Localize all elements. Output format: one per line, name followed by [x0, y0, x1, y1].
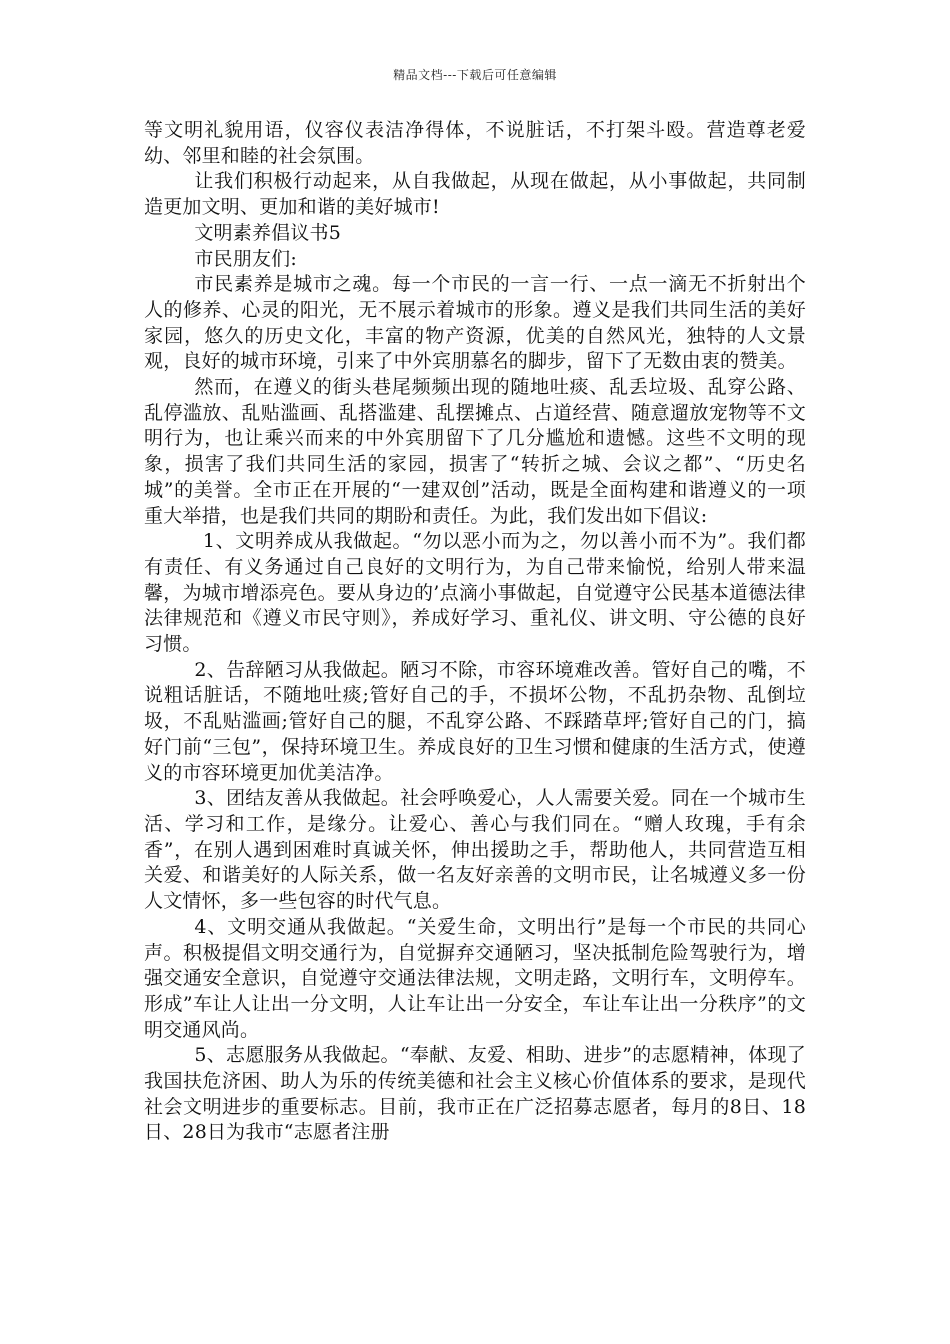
paragraph: 等文明礼貌用语，仪容仪表洁净得体，不说脏话，不打架斗殴。营造尊老爱幼、邻里和睦的社会氛围。: [144, 119, 806, 167]
list-item: 4、文明交通从我做起。“关爱生命，文明出行”是每一个市民的共同心声。积极提倡文明交通行为，自觉摒弃交通陋习，坚决抵制危险驾驶行为，增强交通安全意识，自觉遵守交通法律法规，文明走路，文明行车，文明停车。形成”车让人让出一分文明，人让车让出一分安全，车让车让出一分秩序”的文明交通风尚。: [144, 915, 806, 1041]
paragraph: 让我们积极行动起来，从自我做起，从现在做起，从小事做起，共同制造更加文明、更加和谐的美好城市!: [144, 170, 806, 219]
paragraph: 然而，在遵义的街头巷尾频频出现的随地吐痰、乱丢垃圾、乱穿公路、乱停滥放、乱贴滥画、乱搭滥建、乱摆摊点、占道经营、随意遛放宠物等不文明行为，也让乘兴而来的中外宾朋留下了几分尴尬和遗憾。这些不文明的现象，损害了我们共同生活的家园，损害了“转折之城、会议之都”、“历史名城”的美誉。全市正在开展的“一建双创”活动，既是全面构建和谐遵义的一项重大举措，也是我们共同的期盼和责任。为此，我们发出如下倡议:: [144, 376, 806, 527]
document-body: [144, 118, 806, 1146]
list-item: 5、志愿服务从我做起。“奉献、友爱、相助、进步”的志愿精神，体现了我国扶危济困、助人为乐的传统美德和社会主义核心价值体系的要求，是现代社会文明进步的重要标志。目前，我市正在广泛招募志愿者，每月的8日、18日、28日为我市“志愿者注册: [144, 1044, 806, 1144]
page-header: 精品文档---下载后可任意编辑: [393, 68, 557, 82]
paragraph: 市民素养是城市之魂。每一个市民的一言一行、一点一滴无不折射出个人的修养、心灵的阳光，无不展示着城市的形象。遵义是我们共同生活的美好家园，悠久的历史文化，丰富的物产资源，优美的自然风光，独特的人文景观，良好的城市环境，引来了中外宾朋慕名的脚步，留下了无数由衷的赞美。: [144, 273, 806, 373]
salutation: 市民朋友们:: [194, 247, 297, 270]
list-item: 1、文明养成从我做起。“勿以恶小而为之，勿以善小而不为”。我们都有责任、有义务通过自己良好的文明行为，为自己带来愉悦，给别人带来温馨，为城市增添亮色。要从身边的’点滴小事做起，自觉遵守公民基本道德法律法律规范和《遵义市民守则》，养成好学习、重礼仪、讲文明、守公德的良好习惯。: [144, 530, 806, 656]
section-title: 文明素养倡议书5: [194, 221, 342, 244]
list-item: 3、团结友善从我做起。社会呼唤爱心，人人需要关爱。同在一个城市生活、学习和工作，是缘分。让爱心、善心与我们同在。“赠人玫瑰，手有余香”，在别人遇到困难时真诚关怀，伸出援助之手，帮助他人，共同营造互相关爱、和谐美好的人际关系，做一名友好亲善的文明市民，让名城遵义多一份人文情怀，多一些包容的时代气息。: [144, 787, 806, 913]
list-item: 2、告辞陋习从我做起。陋习不除，市容环境难改善。管好自己的嘴，不说粗话脏话，不随地吐痰;管好自己的手，不损坏公物，不乱扔杂物、乱倒垃圾，不乱贴滥画;管好自己的腿，不乱穿公路、不踩踏草坪;管好自己的门，搞好门前“三包”，保持环境卫生。养成良好的卫生习惯和健康的生活方式，使遵义的市容环境更加优美洁净。: [144, 658, 806, 784]
